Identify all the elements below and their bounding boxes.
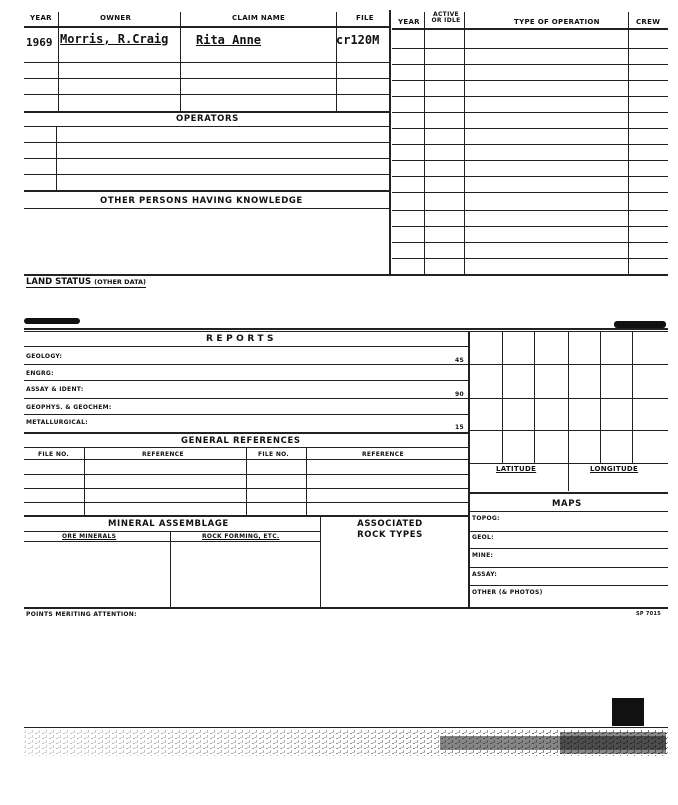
other-persons-heading: OTHER PERSONS HAVING KNOWLEDGE <box>100 196 303 206</box>
general-references-heading: GENERAL REFERENCES <box>181 436 301 446</box>
entry-year: 1969 <box>26 36 53 49</box>
entry-owner: Morris, R.Craig <box>60 32 169 46</box>
maps-mine-label: MINE: <box>472 552 494 559</box>
redaction-mark-left <box>24 318 80 324</box>
entry-claim-name: Rita Anne <box>196 33 262 47</box>
report-assay-label: ASSAY & IDENT: <box>26 386 84 393</box>
land-status-label <box>26 277 146 288</box>
ref-col-reference-2: REFERENCE <box>362 451 404 458</box>
ref-col-file-no-1: FILE NO. <box>38 451 70 458</box>
form-number: SP 7015 <box>636 611 662 617</box>
header-active-or-idle: ACTIVE OR IDLE <box>431 11 461 24</box>
redaction-mark-right <box>614 321 666 328</box>
entry-file: cr120M <box>336 33 380 47</box>
maps-assay-label: ASSAY: <box>472 571 498 578</box>
header-file: FILE <box>356 14 374 22</box>
land-status-title: LAND STATUS <box>26 277 92 287</box>
report-metallurgical-num: 15 <box>455 424 464 431</box>
rock-forming-label: ROCK FORMING, ETC. <box>202 533 280 540</box>
report-geology-label: GEOLOGY: <box>26 353 63 360</box>
reports-heading: REPORTS <box>206 334 277 344</box>
ref-col-reference-1: REFERENCE <box>142 451 184 458</box>
maps-heading: MAPS <box>552 499 582 509</box>
associated-rock-types-heading: ASSOCIATED ROCK TYPES <box>357 519 423 540</box>
points-meriting-attention-label: POINTS MERITING ATTENTION: <box>26 611 137 618</box>
header-crew: CREW <box>636 18 661 26</box>
report-geology-num: 4S <box>455 357 465 364</box>
scan-corner-mark <box>612 698 644 726</box>
ref-col-file-no-2: FILE NO. <box>258 451 290 458</box>
header-year: YEAR <box>30 14 52 22</box>
maps-other-label: OTHER (& PHOTOS) <box>472 589 543 596</box>
ore-minerals-label: ORE MINERALS <box>62 533 117 540</box>
longitude-label: LONGITUDE <box>590 465 639 473</box>
report-engrg-label: ENGRG: <box>26 370 54 377</box>
header-year-2: YEAR <box>398 18 420 26</box>
report-metallurgical-label: METALLURGICAL: <box>26 419 88 426</box>
header-owner: OWNER <box>100 14 132 22</box>
maps-topog-label: TOPOG: <box>472 515 500 522</box>
latitude-label: LATITUDE <box>496 465 537 473</box>
header-type-of-operation: TYPE OF OPERATION <box>514 18 600 26</box>
land-status-sub: (OTHER DATA) <box>94 278 147 286</box>
report-geophys-label: GEOPHYS. & GEOCHEM: <box>26 404 112 411</box>
operators-heading: OPERATORS <box>176 114 239 124</box>
header-claim-name: CLAIM NAME <box>232 14 286 22</box>
scan-noise-strip <box>0 728 678 768</box>
maps-geol-label: GEOL: <box>472 534 494 541</box>
report-assay-num: 90 <box>455 391 464 398</box>
mineral-assemblage-heading: MINERAL ASSEMBLAGE <box>108 519 229 529</box>
